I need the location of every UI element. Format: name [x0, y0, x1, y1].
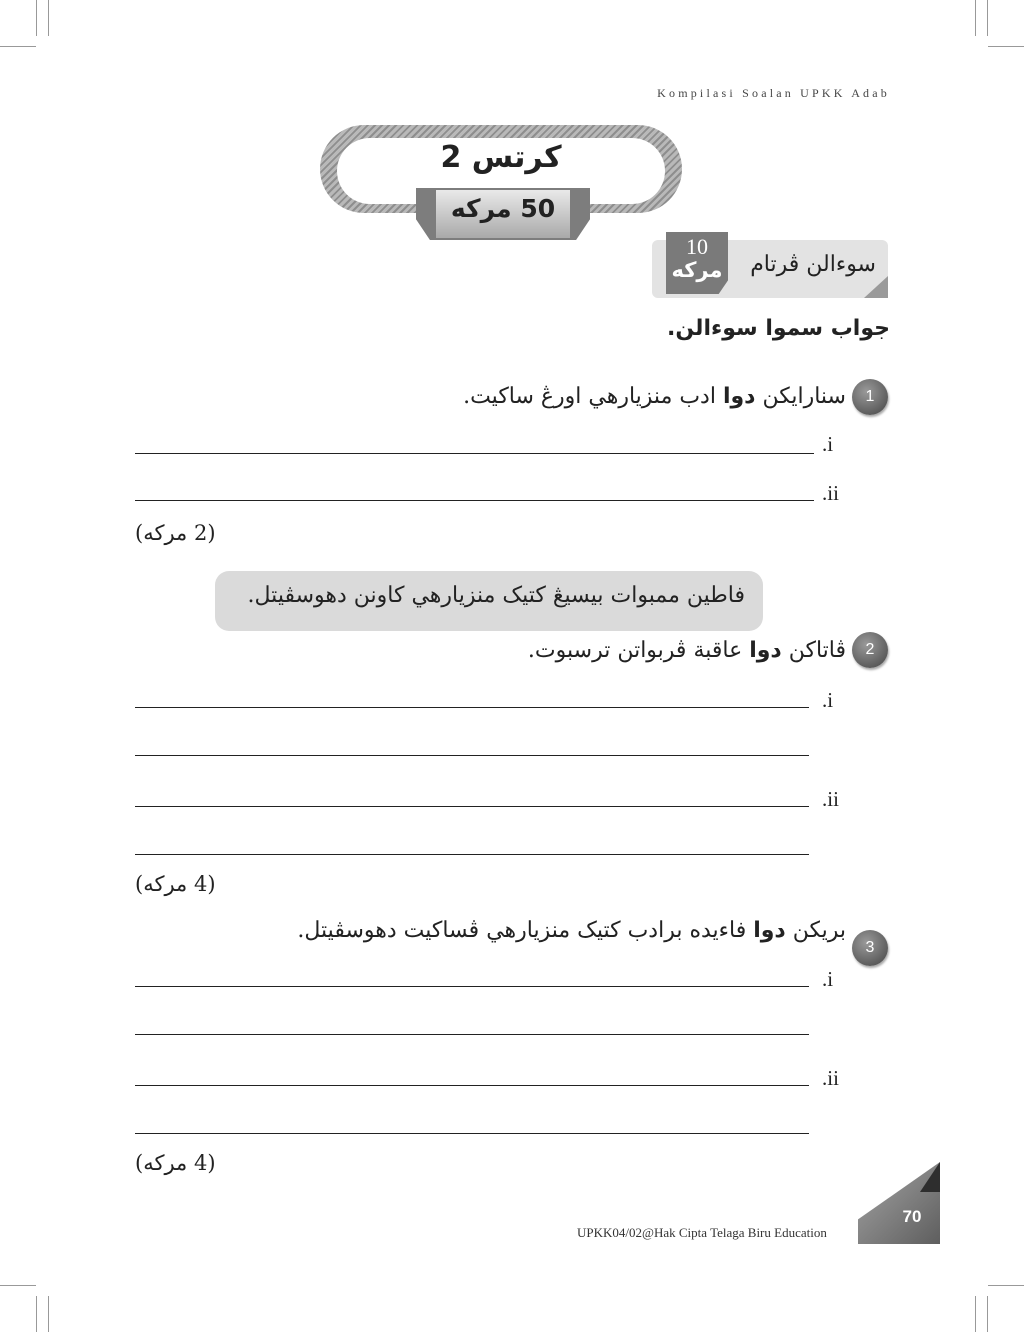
section-marks-unit: مرکه [671, 258, 723, 282]
crop-mark [987, 1296, 988, 1332]
answer-line[interactable] [135, 1085, 809, 1086]
question-1-text: سنارايکن دوا ادب منزيارهي اورڠ ساکيت. [463, 384, 846, 409]
page-number: 70 [902, 1207, 922, 1226]
question-number-1: 1 [852, 379, 888, 415]
crop-mark [36, 1296, 37, 1332]
crop-mark [0, 1285, 36, 1286]
answer-label-i: .i [822, 432, 834, 456]
total-marks: 50 مرکه [450, 194, 556, 223]
section-label: سوءالن ڤرتام [750, 252, 876, 277]
answer-line[interactable] [135, 986, 809, 987]
question-2-marks: (4 مرکه) [135, 872, 216, 896]
answer-label-ii: .ii [822, 481, 839, 505]
answer-label-ii: .ii [822, 787, 839, 811]
answer-line[interactable] [135, 1034, 809, 1035]
answer-line[interactable] [135, 707, 809, 708]
question-number-3: 3 [852, 930, 888, 966]
answer-line[interactable] [135, 806, 809, 807]
crop-mark [0, 46, 36, 47]
crop-mark [975, 1296, 976, 1332]
answer-line[interactable] [135, 1133, 809, 1134]
answer-label-ii: .ii [822, 1066, 839, 1090]
paper-title: کرتس 2 [440, 140, 562, 175]
copyright-footer: UPKK04/02@Hak Cipta Telaga Biru Education [577, 1225, 827, 1240]
crop-mark [48, 0, 49, 36]
instruction: جواب سموا سوءالن. [667, 316, 890, 341]
crop-mark [975, 0, 976, 36]
answer-label-i: .i [822, 688, 834, 712]
question-3-marks: (4 مرکه) [135, 1151, 216, 1175]
question-3-text: بريکن دوا فاءيده برادب کتيک منزيارهي ڤساکيت دهوسڤيتل. [297, 918, 846, 943]
section-marks-number: 10 [686, 234, 708, 259]
running-header: Kompilasi Soalan UPKK Adab [657, 86, 890, 100]
question-2-text: ڤاتاکن دوا عاقبة ڤربواتن ترسبوت. [527, 638, 846, 663]
answer-line[interactable] [135, 755, 809, 756]
question-number-2: 2 [852, 632, 888, 668]
crop-mark [36, 0, 37, 36]
question-1-marks: (2 مرکه) [135, 521, 216, 545]
answer-line[interactable] [135, 500, 814, 501]
crop-mark [988, 1285, 1024, 1286]
crop-mark [987, 0, 988, 36]
scenario-text: فاطين ممبوات بيسيڠ کتيک منزيارهي کاونن دهوسڤيتل. [247, 583, 745, 608]
answer-line[interactable] [135, 854, 809, 855]
answer-line[interactable] [135, 453, 814, 454]
answer-label-i: .i [822, 967, 834, 991]
crop-mark [48, 1296, 49, 1332]
page-number-tab [858, 1162, 940, 1244]
crop-mark [988, 46, 1024, 47]
